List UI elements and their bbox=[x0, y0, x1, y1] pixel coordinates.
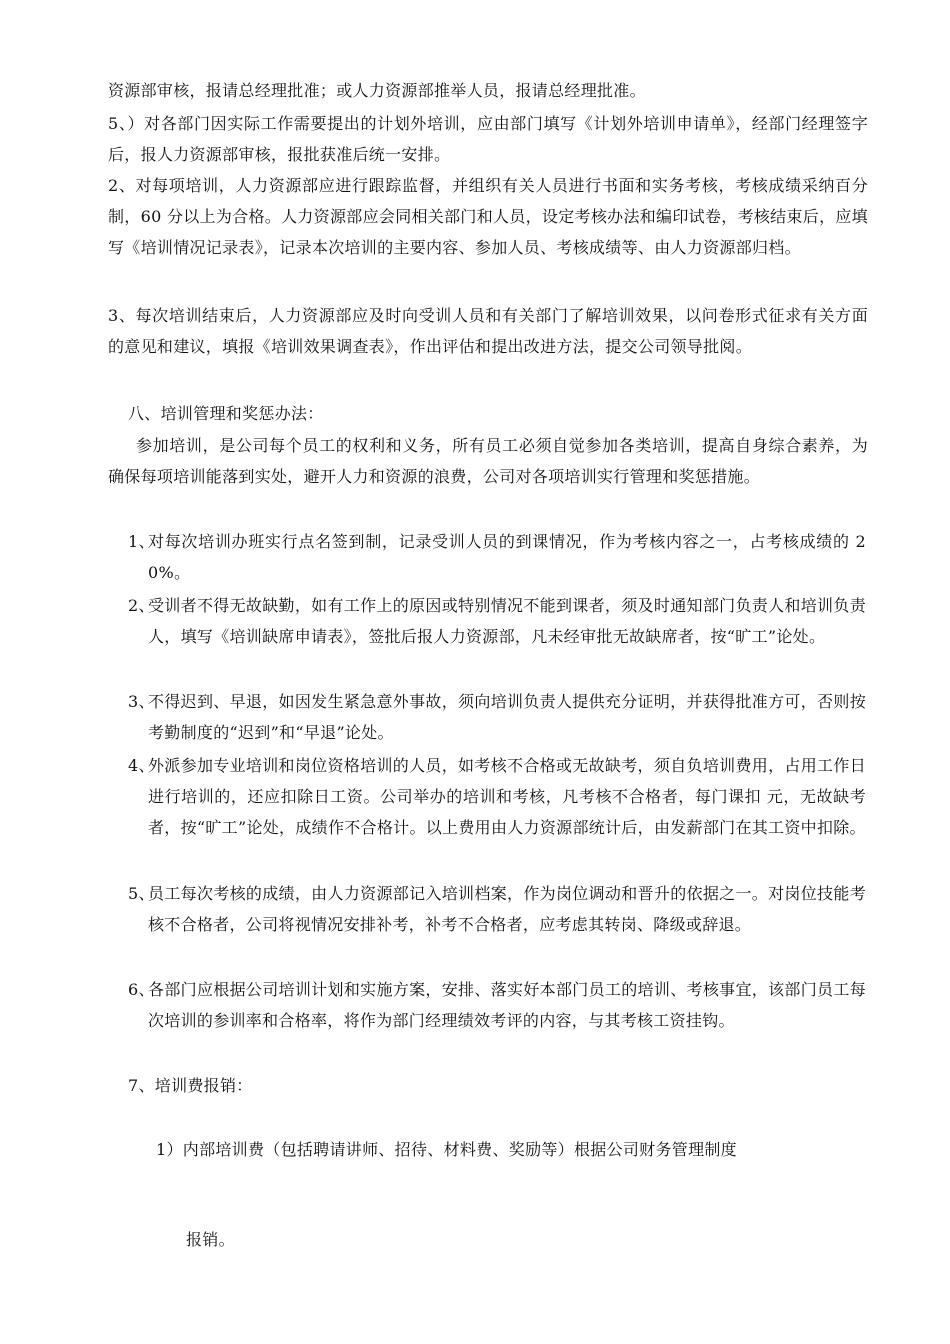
list-item-text bbox=[128, 526, 866, 588]
sub-item-1: 1）内部培训费（包括聘请讲师、招待、材料费、奖励等）根据公司财务管理制度 bbox=[156, 1140, 737, 1159]
list-item bbox=[128, 686, 866, 748]
list-item-number: 6、 bbox=[128, 980, 155, 999]
list-item-text bbox=[128, 974, 866, 1036]
list-item bbox=[128, 750, 866, 843]
list-item-number: 2、 bbox=[128, 596, 155, 615]
list-item bbox=[128, 590, 866, 652]
section-8-intro: 参加培训，是公司每个员工的权利和义务，所有员工必须自觉参加各类培训，提高自身综合素养，为确保每项培训能落到实处，避开人力和资源的浪费，公司对各项培训实行管理和奖惩措施。 bbox=[108, 436, 868, 486]
item-7-heading: 7、培训费报销： bbox=[128, 1076, 253, 1095]
list-item bbox=[128, 878, 866, 940]
list-item-text-content: 受训者不得无故缺勤，如有工作上的原因或特别情况不能到课者，须及时通知部门负责人和培训负责人，填写《培训缺席申请表》，签批后报人力资源部，凡未经审批无故缺席者，按“旷工”论处。 bbox=[148, 596, 866, 646]
list-item bbox=[128, 526, 866, 588]
list-item-text-content: 员工每次考核的成绩，由人力资源部记入培训档案，作为岗位调动和晋升的依据之一。对岗位技能考核不合格者，公司将视情况安排补考，补考不合格者，应考虑其转岗、降级或辞退。 bbox=[148, 884, 866, 934]
sub-item-1-continuation: 报销。 bbox=[186, 1230, 235, 1249]
list-item bbox=[128, 974, 866, 1036]
list-item-text-content: 不得迟到、早退，如因发生紧急意外事故，须向培训负责人提供充分证明，并获得批准方可，否则按考勤制度的“迟到”和“早退”论处。 bbox=[148, 692, 866, 742]
list-item-text bbox=[128, 686, 866, 748]
paragraph-item-2-assessment: 2、对每项培训，人力资源部应进行跟踪监督，并组织有关人员进行书面和实务考核，考核成绩采纳百分制，60 分以上为合格。人力资源部应会同相关部门和人员，设定考核办法和编印试卷，考核结束后，应填写《培训情况记录表》，记录本次培训的主要内容、参加人员、考核成绩等、由人力资源部归档。 bbox=[108, 176, 868, 257]
list-item-text bbox=[128, 878, 866, 940]
list-item-text bbox=[128, 590, 866, 652]
list-item-number: 3、 bbox=[128, 692, 155, 711]
paragraph-item-3-feedback: 3、每次培训结束后，人力资源部应及时向受训人员和有关部门了解培训效果，以问卷形式征求有关方面的意见和建议，填报《培训效果调查表》，作出评估和提出改进方法，提交公司领导批阅。 bbox=[108, 306, 868, 356]
list-item-text-content: 各部门应根据公司培训计划和实施方案，安排、落实好本部门员工的培训、考核事宜，该部门员工每次培训的参训率和合格率，将作为部门经理绩效考评的内容，与其考核工资挂钩。 bbox=[148, 980, 866, 1030]
list-item-text-content: 外派参加专业培训和岗位资格培训的人员，如考核不合格或无故缺考，须自负培训费用，占用工作日进行培训的，还应扣除日工资。公司举办的培训和考核，凡考核不合格者，每门课扣 元，无故缺考者，按“旷工”论处，成绩作不合格计。以上费用由人力资源部统计后，由发薪部门在其工资中扣除。 bbox=[148, 756, 866, 837]
list-item-number: 5、 bbox=[128, 884, 155, 903]
list-item-text-content: 对每次培训办班实行点名签到制，记录受训人员的到课情况，作为考核内容之一，占考核成绩的 20%。 bbox=[148, 532, 866, 582]
paragraph-item-5-unplanned-training: 5、）对各部门因实际工作需要提出的计划外培训，应由部门填写《计划外培训申请单》，经部门经理签字后，报人力资源部审核，报批获准后统一安排。 bbox=[108, 114, 868, 164]
list-item-number: 1、 bbox=[128, 532, 155, 551]
list-item-text bbox=[128, 750, 866, 843]
paragraph-approval: 资源部审核，报请总经理批准；或人力资源部推举人员，报请总经理批准。 bbox=[108, 81, 646, 100]
list-item-number: 4、 bbox=[128, 756, 155, 775]
section-8-heading: 八、培训管理和奖惩办法： bbox=[128, 404, 324, 423]
